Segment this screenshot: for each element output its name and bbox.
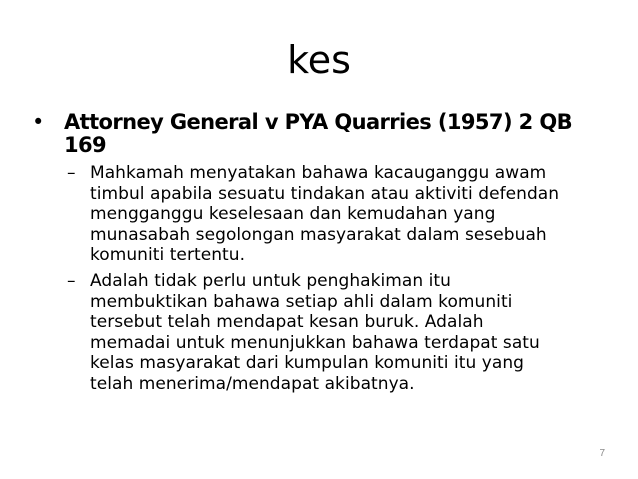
sub-bullet-line: tersebut telah mendapat kesan buruk. Adalah: [90, 312, 484, 333]
sub-bullet-line: komuniti tertentu.: [90, 245, 246, 266]
slide-title: kes: [287, 38, 351, 82]
slide-content: [32, 111, 622, 400]
sub-bullet-item: [67, 163, 622, 266]
sub-bullet-line: memadai untuk menunjukkan bahawa terdapat satu: [90, 332, 540, 353]
sub-bullet-line: membuktikan bahawa setiap ahli dalam komuniti: [90, 291, 513, 312]
sub-bullet-line: munasabah segolongan masyarakat dalam sesebuah: [90, 224, 547, 245]
sub-bullet-line: Adalah tidak perlu untuk penghakiman itu: [90, 270, 451, 291]
sub-bullet-line: mengganggu keselesaan dan kemudahan yang: [90, 204, 496, 225]
case-citation-line-2: 169: [64, 133, 107, 157]
sub-bullet-marker: –: [67, 163, 76, 183]
sub-bullet-item: [67, 270, 622, 395]
case-citation-line-1: Attorney General v PYA Quarries (1957) 2 QB: [64, 110, 573, 134]
case-bullet: [32, 111, 622, 157]
sub-bullet-line: Mahkamah menyatakan bahawa kacauganggu awam: [90, 163, 547, 183]
bullet-marker: •: [32, 110, 44, 134]
sub-bullet-line: telah menerima/mendapat akibatnya.: [90, 373, 415, 394]
page-number: 7: [599, 448, 605, 459]
sub-bullet-line: timbul apabila sesuatu tindakan atau aktiviti defendan: [90, 183, 560, 204]
sub-bullet-list: [32, 163, 622, 395]
sub-bullet-marker: –: [67, 270, 76, 291]
sub-bullet-line: kelas masyarakat dari kumpulan komuniti itu yang: [90, 353, 524, 374]
